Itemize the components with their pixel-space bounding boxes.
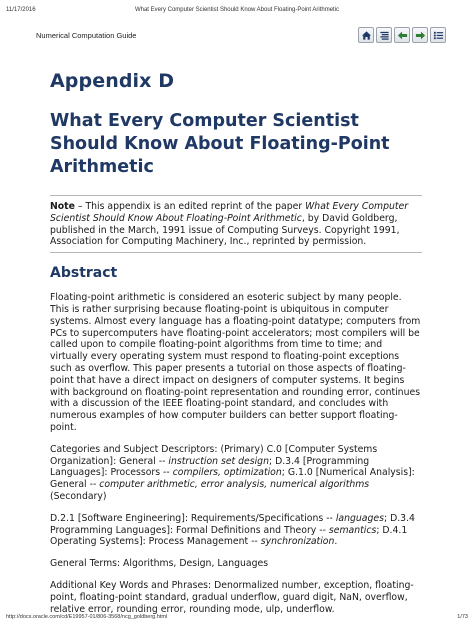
note-paper-title: What Every Computer Scientist Should Know About Floating-Point Arithmetic (50, 201, 409, 224)
descriptors-text-4: . (334, 536, 338, 548)
page-title: What Every Computer Scientist Should Know About Floating-Point Arithmetic (50, 111, 390, 177)
home-button[interactable] (358, 27, 374, 43)
print-footer (6, 614, 468, 624)
descriptors-italic-3: synchronization (260, 536, 335, 548)
descriptors-italic-1: languages (335, 512, 384, 524)
note-text-2: , by David Goldberg, published in the March, 1991 issue of Computing Surveys. Copyright 1991, Association for Computing Machinery, Inc., reprinted by permission. (50, 212, 400, 248)
nav-buttons (358, 27, 446, 43)
general-terms-paragraph: General Terms: Algorithms, Design, Languages (50, 558, 269, 570)
previous-icon (397, 30, 408, 41)
keywords-paragraph: Additional Key Words and Phrases: Denormalized number, exception, floating-point, floating-point standard, gradual underflow, guard digit, NaN, overflow, relative error, rounding error, rounding mode, ulp, underflow. (50, 579, 414, 615)
print-date: 11/17/2016 (6, 7, 36, 13)
home-icon (361, 30, 372, 41)
index-button[interactable] (430, 27, 446, 43)
guide-title: Numerical Computation Guide (36, 31, 137, 40)
descriptors-text-3: ; D.4.1 Operating Systems]: Process Management -- (50, 524, 408, 548)
previous-button[interactable] (394, 27, 410, 43)
next-button[interactable] (412, 27, 428, 43)
categories-paragraph (50, 444, 422, 503)
print-doc-title: What Every Computer Scientist Should Know About Floating-Point Arithmetic (134, 7, 340, 13)
descriptors-text-1: D.2.1 [Software Engineering]: Requirements/Specifications -- (50, 512, 336, 524)
document-content (50, 70, 422, 615)
guide-bar (36, 27, 446, 47)
appendix-heading: Appendix D (50, 70, 175, 92)
categories-text-1: Categories and Subject Descriptors: (Primary) C.0 [Computer Systems Organization]: General -- (50, 443, 378, 467)
categories-text-2: ; D.3.4 [Programming Languages]: Processors -- (50, 455, 370, 479)
abstract-heading: Abstract (50, 265, 118, 282)
contents-button[interactable] (376, 27, 392, 43)
categories-italic-3: computer arithmetic, error analysis, numerical algorithms (99, 479, 370, 491)
categories-italic-2: compilers, optimization (172, 467, 282, 479)
descriptors-italic-2: semantics (328, 524, 377, 536)
next-icon (415, 30, 426, 41)
categories-text-4: (Secondary) (50, 490, 107, 502)
note-box (50, 195, 422, 253)
contents-icon (379, 30, 390, 41)
note-text-1: – This appendix is an edited reprint of the paper (74, 201, 306, 212)
abstract-paragraph: Floating-point arithmetic is considered an esoteric subject by many people. This is rather surprising because floating-point is ubiquitous in computer systems. Almost every language has a floating-point datatype; computers from PCs to supercomputers have floating-point accelerators; most compilers will be called upon to compile floating-point algorithms from time to time; and virtually every operating system must respond to floating-point exceptions such as overflow. This paper presents a tutorial on those aspects of floating-point that have a direct impact on designers of computer systems. It begins with background on floating-point representation and rounding error, continues with a discussion of the IEEE floating-point standard, and concludes with numerous examples of how computer builders can better support floating-point. (50, 292, 421, 433)
descriptors-text-2: ; D.3.4 Programming Languages]: Formal Definitions and Theory -- (50, 512, 415, 536)
print-header (6, 7, 468, 17)
descriptors-paragraph (50, 513, 422, 548)
categories-italic-1: instruction set design (168, 455, 269, 467)
print-url: http://docs.oracle.com/cd/E19957-01/806-3568/ncg_goldberg.html (6, 614, 168, 620)
categories-text-3: ; G.1.0 [Numerical Analysis]: General -- (50, 467, 415, 491)
note-label: Note (50, 201, 75, 212)
print-page-number: 1/73 (457, 614, 468, 620)
index-icon (433, 30, 444, 41)
